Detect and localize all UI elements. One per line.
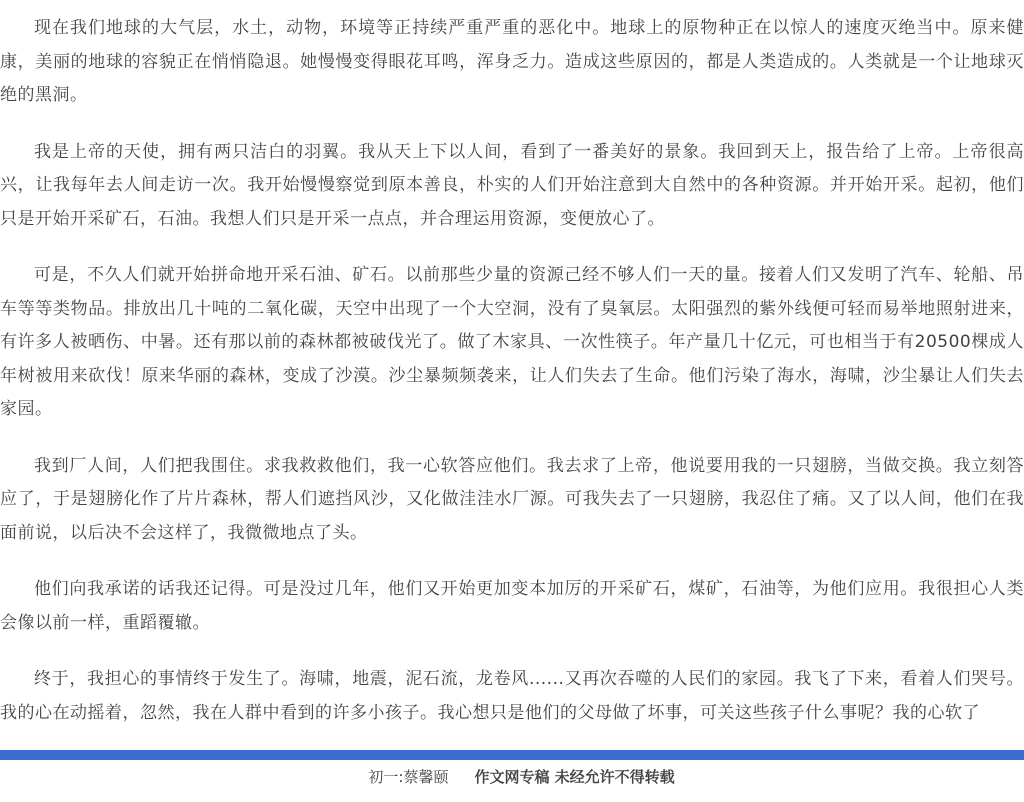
- essay-paragraph: 我到厂人间，人们把我围住。求我救救他们，我一心软答应他们。我去求了上帝，他说要用我的一只翅膀，当做交换。我立刻答应了，于是翅膀化作了片片森林，帮人们遮挡风沙，又化做洼洼水厂源。可我失去了一只翅膀，我忍住了痛。又了以人间，他们在我面前说，以后决不会这样了，我微微地点了头。: [0, 455, 1024, 543]
- essay-paragraph: 现在我们地球的大气层，水土，动物，环境等正持续严重严重的恶化中。地球上的原物种正在以惊人的速度灭绝当中。原来健康，美丽的地球的容貌正在悄悄隐退。她慢慢变得眼花耳鸣，浑身乏力。造成这些原因的，都是人类造成的。人类就是一个让地球灭绝的黑洞。: [0, 18, 1024, 105]
- bottom-bar: [0, 750, 1024, 760]
- essay-paragraph: 他们向我承诺的话我还记得。可是没过几年，他们又开始更加变本加厉的开采矿石，煤矿，石油等，为他们应用。我很担心人类会像以前一样，重蹈覆辙。: [0, 579, 1024, 633]
- byline-and-copyright: [0, 753, 1024, 801]
- essay-paragraph: 终于，我担心的事情终于发生了。海啸，地震，泥石流，龙卷风......又再次吞噬的人民们的家园。我飞了下来，看着人们哭号。我的心在动摇着，忽然，我在人群中看到的许多小孩子。我心想只是他们的父母做了坏事，可关这些孩子什么事呢？我的心软了: [0, 669, 1024, 723]
- essay-paragraph: 可是，不久人们就开始拼命地开采石油、矿石。以前那些少量的资源己经不够人们一天的量。接着人们又发明了汽车、轮船、吊车等等类物品。排放出几十吨的二氧化碳，天空中出现了一个大空洞，没有了臭氧层。太阳强烈的紫外线便可轻而易举地照射进来，有许多人被晒伤、中暑。还有那以前的森林都被破伐光了。做了木家具、一次性筷子。年产量几十亿元，可也相当于有20500棵成人年树被用来砍伐！原来华丽的森林，变成了沙漠。沙尘暴频频袭来，让人们失去了生命。他们污染了海水，海啸，沙尘暴让人们失去家园。: [0, 265, 1024, 419]
- essay-paragraph: 我是上帝的天使，拥有两只洁白的羽翼。我从天上下以人间，看到了一番美好的景象。我回到天上，报告给了上帝。上帝很高兴，让我每年去人间走访一次。我开始慢慢察觉到原本善良，朴实的人们开始注意到大自然中的各种资源。并开始开采。起初，他们只是开始开采矿石，石油。我想人们只是开采一点点，并合理运用资源，变便放心了。: [0, 141, 1024, 229]
- copyright-notice: 作文网专稿 未经允许不得转载: [474, 768, 675, 786]
- author-grade-name: 初一:蔡馨颐: [368, 768, 449, 786]
